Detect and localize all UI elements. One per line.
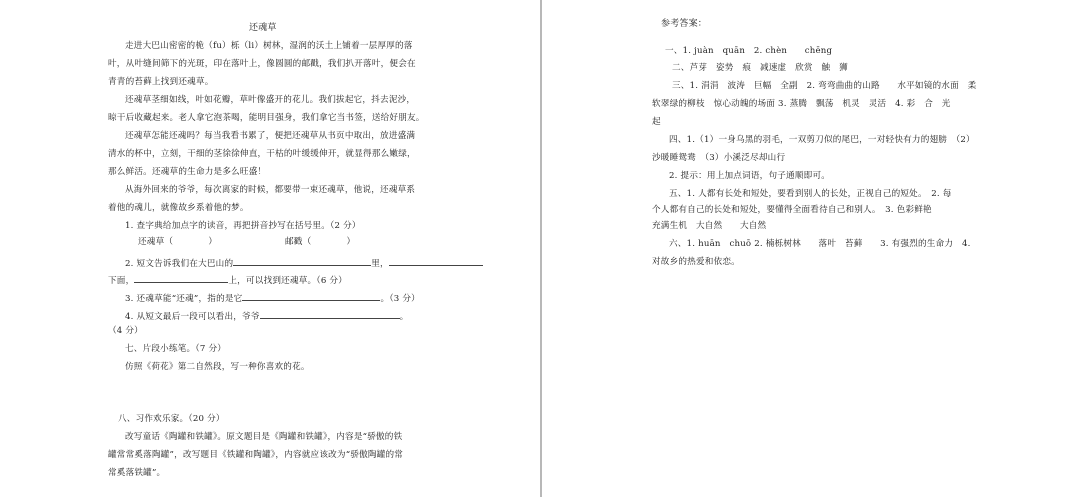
question-2 [125, 256, 483, 270]
answer-5-line: 充满生机 大自然 大自然 [652, 221, 767, 231]
question-4 [125, 309, 408, 323]
answer-2: 二、芦芽 姿势 痕 减速虚 欣赏 触 狮 [672, 63, 848, 73]
passage-line: 走进大巴山密密的桅（fu）栎（li）树林，湿润的沃土上铺着一层厚厚的落 [125, 41, 413, 51]
answer-blank [389, 256, 483, 266]
passage-line: 青青的苔藓上找到还魂草。 [108, 77, 214, 87]
passage-line: 还魂草茎细如线，叶如花瓣，草叶像盛开的花儿。我们拔起它，抖去泥沙， [125, 95, 416, 105]
answer-blank [242, 291, 380, 301]
question-3 [125, 291, 420, 305]
question-4-end: 。 [399, 312, 409, 322]
passage-line: 从海外回来的爷爷，每次离家的时候，都要带一束还魂草，他说，还魂草系 [125, 185, 416, 195]
answer-6-line: 六、1. huān chuō 2. 楠栎树林 落叶 苔藓 3. 有强烈的生命力 4. [669, 239, 971, 249]
question-3-start: 3. 还魂草能“还魂”，指的是它 [125, 294, 243, 304]
passage-line: 叶，从叶缝间筛下的光斑，印在落叶上，像圆圆的邮戳，我们扒开落叶，便会在 [108, 59, 416, 69]
passage-line: 晾干后收藏起来。老人拿它泡茶喝，能明目强身，我们拿它当书签，送给好朋友。 [108, 113, 425, 123]
answer-4-line: 沙暖睡鸳鸯 （3）小溪泛尽却山行 [652, 153, 786, 163]
answer-6-line: 对故乡的热爱和依恋。 [652, 257, 740, 267]
question-1-blank-b: 邮戳（ ） [285, 237, 356, 247]
question-1-blank-a: 还魂草（ ） [138, 237, 218, 247]
passage-title: 还魂草 [249, 23, 277, 33]
section-8-line: 常奚落铁罐”。 [108, 468, 166, 478]
answer-5-line: 个人都有自己的长处和短处，要懂得全面看待自己和别人。 3. 色彩鲜艳 [652, 205, 932, 215]
question-2-next: 下面， [108, 276, 135, 286]
answer-3-line: 起 [652, 117, 661, 127]
answer-blank [134, 273, 228, 283]
question-2-mid: 里， [371, 259, 389, 269]
question-2-end: 上，可以找到还魂草。（6 分） [228, 276, 348, 286]
section-7-task: 仿照《荷花》第二自然段，写一种你喜欢的花。 [125, 362, 310, 372]
answer-3-line: 软翠绿的柳枝 惊心动魄的场面 3. 蒸腾 飘荡 机灵 灵活 4. 彩 合 光 [652, 99, 951, 109]
passage-line: 清水的杯中，立刻，干细的茎徐徐伸直，干枯的叶缓缓伸开，就显得那么嫩绿， [108, 149, 416, 159]
passage-line: 着他的魂儿，就像故乡系着他的梦。 [108, 203, 249, 213]
question-2-cont [108, 273, 347, 287]
question-1: 1. 查字典给加点字的读音，再把拼音抄写在括号里。（2 分） [125, 221, 361, 231]
answer-4-line: 四、1.（1）一身乌黑的羽毛，一双剪刀似的尾巴，一对轻快有力的翅膀 （2） [669, 135, 975, 145]
section-8-heading: 八、习作欢乐家。（20 分） [118, 414, 225, 424]
passage-line: 那么鲜活。还魂草的生命力是多么旺盛！ [108, 167, 267, 177]
answers-heading: 参考答案： [661, 19, 708, 29]
answer-1: 一、1. juàn quān 2. chèn chēng [665, 46, 833, 56]
right-page [543, 0, 1080, 497]
section-7-heading: 七、片段小练笔。（7 分） [125, 344, 227, 354]
answer-3-line: 三、1. 涓涓 波涛 巨幅 全副 2. 弯弯曲曲的山路 水平如镜的水面 柔 [672, 81, 977, 91]
section-8-line: 改写童话《陶罐和铁罐》。原文题目是《陶罐和铁罐》，内容是“骄傲的铁 [125, 432, 403, 442]
answer-5-line: 五、1. 人都有长处和短处，要看到别人的长处，正视自己的短处。 2. 每 [669, 189, 952, 199]
question-3-end: 。（3 分） [380, 294, 420, 304]
answer-blank [233, 256, 371, 266]
section-8-line: 罐常常奚落陶罐”，改写题目《铁罐和陶罐》，内容就应该改为“骄傲陶罐的常 [108, 450, 404, 460]
answer-4-line: 2. 提示：用上加点词语，句子通顺即可。 [669, 171, 831, 181]
question-4-score: （4 分） [108, 326, 143, 336]
page-divider [540, 0, 542, 497]
answer-blank [260, 309, 400, 319]
question-2-start: 2. 短文告诉我们在大巴山的 [125, 259, 234, 269]
question-4-start: 4. 从短文最后一段可以看出，爷爷 [125, 312, 260, 322]
passage-line: 还魂草怎能还魂吗？每当我看书累了，便把还魂草从书页中取出，放进盛满 [125, 131, 416, 141]
